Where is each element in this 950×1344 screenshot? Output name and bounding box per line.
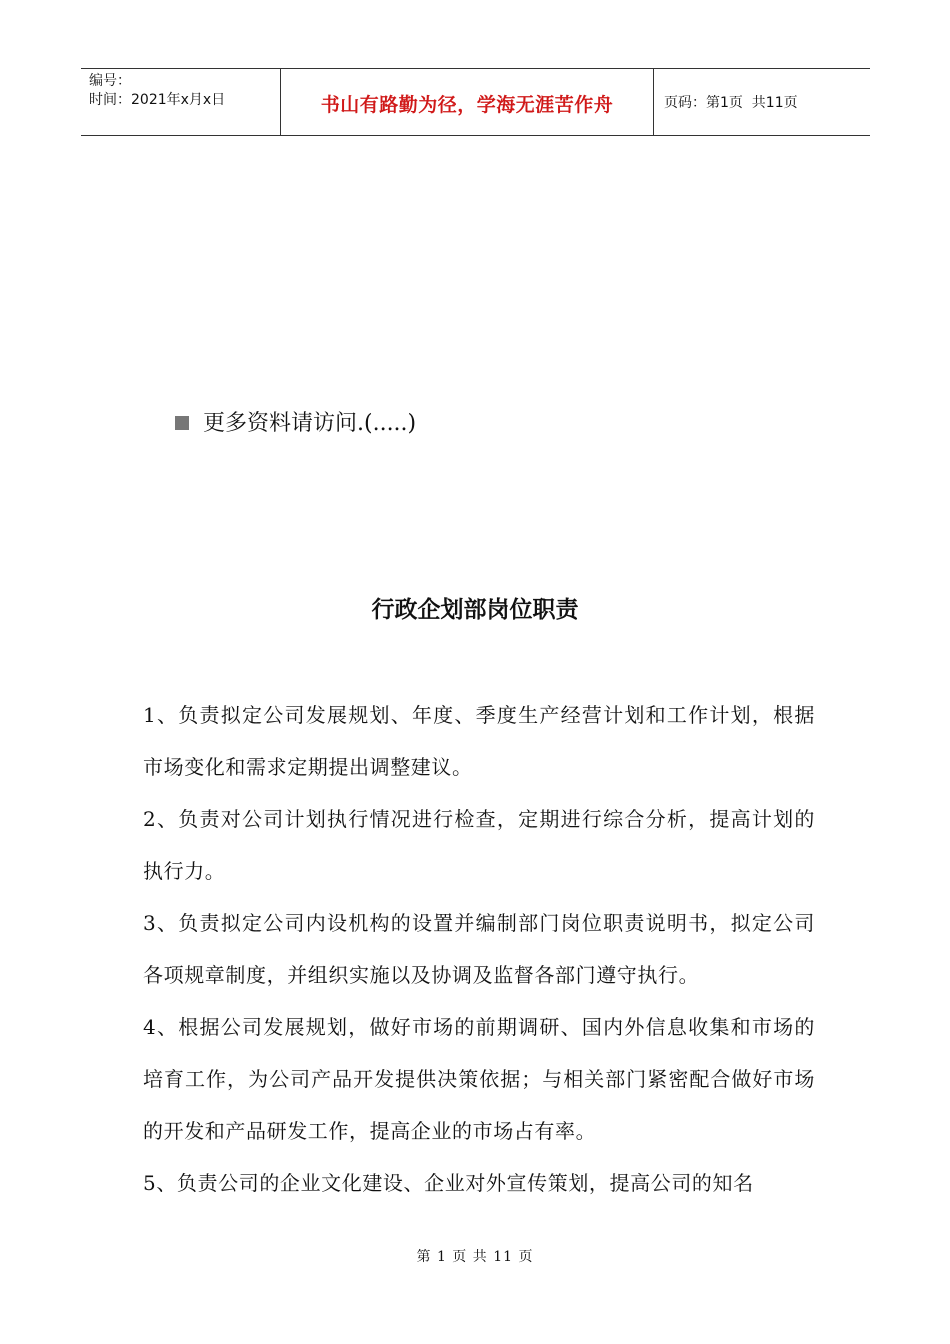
document-title: 行政企划部岗位职责 — [371, 596, 579, 623]
more-resources-line — [175, 406, 416, 437]
header-page-label: 页码：第1页 共11页 — [664, 95, 798, 111]
document-time-label: 时间：2021年x月x日 — [89, 92, 226, 108]
duty-paragraph-4: 4、根据公司发展规划，做好市场的前期调研、国内外信息收集和市场的培育工作，为公司产品开发提供决策依据；与相关部门紧密配合做好市场的开发和产品研发工作，提高企业的市场占有率。 — [143, 1015, 815, 1143]
square-bullet-icon — [175, 416, 189, 430]
page-header — [81, 68, 870, 136]
document-number-label: 编号： — [89, 73, 131, 89]
document-body — [143, 689, 815, 1209]
duty-paragraph-2: 2、负责对公司计划执行情况进行检查，定期进行综合分析，提高计划的执行力。 — [143, 807, 815, 883]
duty-paragraph-5: 5、负责公司的企业文化建设、企业对外宣传策划，提高公司的知名 — [143, 1171, 754, 1195]
duty-paragraph-1: 1、负责拟定公司发展规划、年度、季度生产经营计划和工作计划，根据市场变化和需求定期提出调整建议。 — [143, 703, 815, 779]
header-meta-cell — [81, 69, 281, 135]
page-footer: 第 1 页 共 11 页 — [416, 1249, 534, 1265]
header-page-cell — [654, 69, 870, 135]
more-resources-text: 更多资料请访问.(.....) — [203, 411, 417, 436]
header-motto-cell — [281, 69, 654, 135]
duty-paragraph-3: 3、负责拟定公司内设机构的设置并编制部门岗位职责说明书，拟定公司各项规章制度，并组织实施以及协调及监督各部门遵守执行。 — [143, 911, 815, 987]
header-motto: 书山有路勤为径，学海无涯苦作舟 — [320, 94, 614, 116]
